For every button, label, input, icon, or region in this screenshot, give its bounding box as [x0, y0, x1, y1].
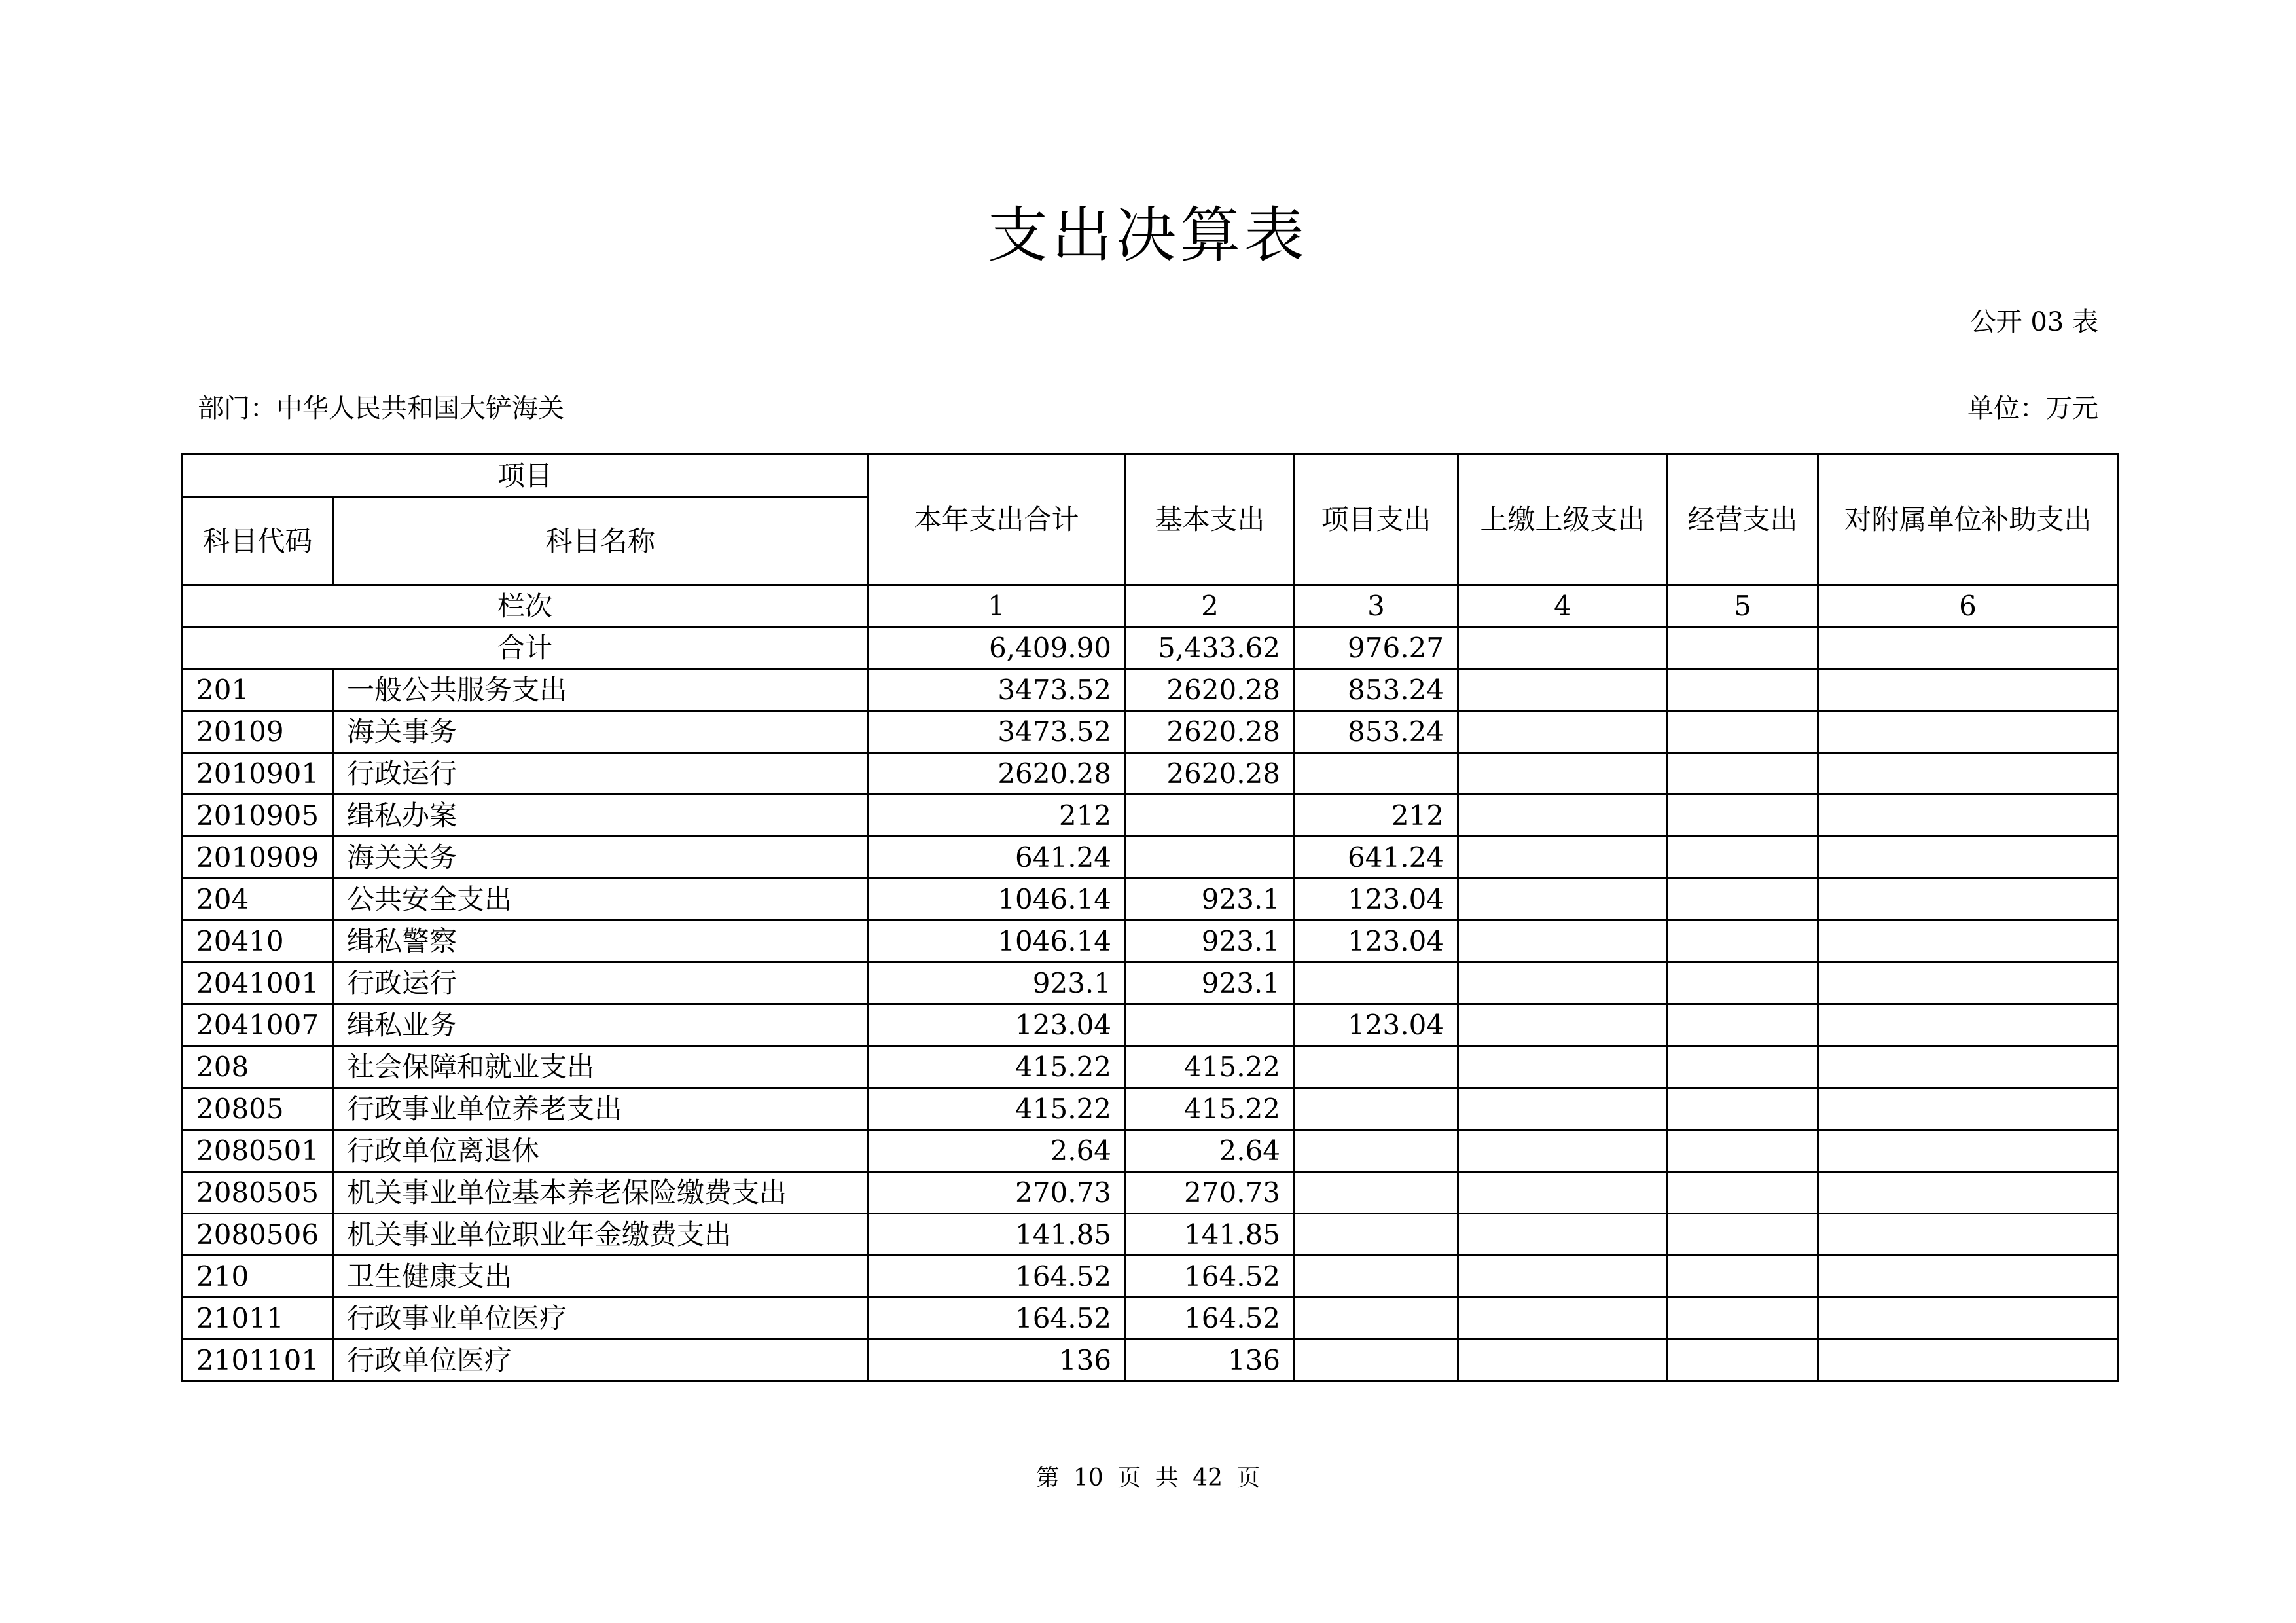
project-expenditure-cell	[1295, 1172, 1458, 1214]
column-number-2: 2	[1126, 585, 1295, 627]
upper-level-payment-cell	[1458, 1256, 1668, 1298]
basic-expenditure-cell	[1126, 1004, 1295, 1046]
upper-level-payment-cell	[1458, 795, 1668, 837]
basic-expenditure-cell: 2620.28	[1126, 669, 1295, 711]
upper-level-payment-cell	[1458, 962, 1668, 1004]
business-expenditure-cell	[1668, 1172, 1818, 1214]
subject-name-cell: 机关事业单位基本养老保险缴费支出	[333, 1172, 868, 1214]
subsidiary-subsidy-cell	[1818, 1004, 2118, 1046]
column-number-3: 3	[1295, 585, 1458, 627]
business-expenditure-cell	[1668, 753, 1818, 795]
table-row	[183, 669, 2118, 711]
totals-business	[1668, 627, 1818, 669]
business-expenditure-cell	[1668, 1256, 1818, 1298]
business-expenditure-cell	[1668, 669, 1818, 711]
business-expenditure-cell	[1668, 962, 1818, 1004]
subject-name-cell: 海关关务	[333, 837, 868, 879]
upper-level-payment-cell	[1458, 879, 1668, 921]
project-expenditure-cell: 123.04	[1295, 1004, 1458, 1046]
table-row	[183, 1172, 2118, 1214]
total-expenditure-cell: 136	[868, 1340, 1126, 1381]
subject-name-cell: 卫生健康支出	[333, 1256, 868, 1298]
subsidiary-subsidy-cell	[1818, 1088, 2118, 1130]
header-name: 科目名称	[333, 497, 868, 585]
header-total: 本年支出合计	[868, 454, 1126, 585]
table-row	[183, 1298, 2118, 1340]
total-expenditure-cell: 164.52	[868, 1256, 1126, 1298]
upper-level-payment-cell	[1458, 837, 1668, 879]
basic-expenditure-cell: 923.1	[1126, 879, 1295, 921]
subject-code-cell: 2010905	[183, 795, 333, 837]
business-expenditure-cell	[1668, 1340, 1818, 1381]
table-row	[183, 753, 2118, 795]
page-number: 第 10 页 共 42 页	[1035, 1465, 1261, 1491]
project-expenditure-cell: 212	[1295, 795, 1458, 837]
subsidiary-subsidy-cell	[1818, 753, 2118, 795]
business-expenditure-cell	[1668, 921, 1818, 962]
business-expenditure-cell	[1668, 1214, 1818, 1256]
subject-code-cell: 20410	[183, 921, 333, 962]
upper-level-payment-cell	[1458, 921, 1668, 962]
header-business: 经营支出	[1668, 454, 1818, 585]
table-row	[183, 879, 2118, 921]
upper-level-payment-cell	[1458, 711, 1668, 753]
project-expenditure-cell	[1295, 1088, 1458, 1130]
business-expenditure-cell	[1668, 837, 1818, 879]
unit-label: 单位：万元	[1967, 393, 2098, 424]
upper-level-payment-cell	[1458, 1004, 1668, 1046]
subsidiary-subsidy-cell	[1818, 921, 2118, 962]
page-title: 支出决算表	[987, 200, 1308, 270]
subject-code-cell: 2041007	[183, 1004, 333, 1046]
table-row	[183, 1256, 2118, 1298]
basic-expenditure-cell: 2.64	[1126, 1130, 1295, 1172]
table-row	[183, 795, 2118, 837]
project-expenditure-cell	[1295, 1130, 1458, 1172]
total-expenditure-cell: 123.04	[868, 1004, 1126, 1046]
subsidiary-subsidy-cell	[1818, 711, 2118, 753]
subsidiary-subsidy-cell	[1818, 1340, 2118, 1381]
business-expenditure-cell	[1668, 711, 1818, 753]
table-row	[183, 837, 2118, 879]
business-expenditure-cell	[1668, 1088, 1818, 1130]
subject-name-cell: 社会保障和就业支出	[333, 1046, 868, 1088]
subject-code-cell: 20805	[183, 1088, 333, 1130]
upper-level-payment-cell	[1458, 1046, 1668, 1088]
business-expenditure-cell	[1668, 1004, 1818, 1046]
subsidiary-subsidy-cell	[1818, 1214, 2118, 1256]
basic-expenditure-cell: 415.22	[1126, 1046, 1295, 1088]
totals-total: 6,409.90	[868, 627, 1126, 669]
subject-code-cell: 2101101	[183, 1340, 333, 1381]
totals-project: 976.27	[1295, 627, 1458, 669]
subject-name-cell: 行政运行	[333, 753, 868, 795]
project-expenditure-cell	[1295, 1340, 1458, 1381]
subject-code-cell: 2080506	[183, 1214, 333, 1256]
project-expenditure-cell	[1295, 1046, 1458, 1088]
total-expenditure-cell: 415.22	[868, 1046, 1126, 1088]
table-row	[183, 962, 2118, 1004]
header-project: 项目支出	[1295, 454, 1458, 585]
basic-expenditure-cell: 415.22	[1126, 1088, 1295, 1130]
basic-expenditure-cell: 136	[1126, 1340, 1295, 1381]
total-expenditure-cell: 212	[868, 795, 1126, 837]
basic-expenditure-cell: 164.52	[1126, 1298, 1295, 1340]
subject-name-cell: 机关事业单位职业年金缴费支出	[333, 1214, 868, 1256]
subsidiary-subsidy-cell	[1818, 669, 2118, 711]
table-row	[183, 1340, 2118, 1381]
subsidiary-subsidy-cell	[1818, 962, 2118, 1004]
subsidiary-subsidy-cell	[1818, 795, 2118, 837]
total-expenditure-cell: 2620.28	[868, 753, 1126, 795]
table-row	[183, 1130, 2118, 1172]
basic-expenditure-cell: 2620.28	[1126, 711, 1295, 753]
subject-code-cell: 208	[183, 1046, 333, 1088]
subject-code-cell: 2080505	[183, 1172, 333, 1214]
basic-expenditure-cell: 923.1	[1126, 962, 1295, 1004]
expenditure-table	[181, 453, 2119, 1382]
column-number-4: 4	[1458, 585, 1668, 627]
basic-expenditure-cell: 141.85	[1126, 1214, 1295, 1256]
subject-code-cell: 20109	[183, 711, 333, 753]
upper-level-payment-cell	[1458, 1088, 1668, 1130]
basic-expenditure-cell: 270.73	[1126, 1172, 1295, 1214]
header-item: 项目	[183, 454, 868, 497]
subject-code-cell: 21011	[183, 1298, 333, 1340]
project-expenditure-cell: 853.24	[1295, 669, 1458, 711]
upper-level-payment-cell	[1458, 669, 1668, 711]
project-expenditure-cell: 123.04	[1295, 879, 1458, 921]
project-expenditure-cell	[1295, 962, 1458, 1004]
total-expenditure-cell: 1046.14	[868, 879, 1126, 921]
subject-name-cell: 缉私办案	[333, 795, 868, 837]
upper-level-payment-cell	[1458, 1214, 1668, 1256]
subsidiary-subsidy-cell	[1818, 1046, 2118, 1088]
business-expenditure-cell	[1668, 1298, 1818, 1340]
project-expenditure-cell: 853.24	[1295, 711, 1458, 753]
business-expenditure-cell	[1668, 1046, 1818, 1088]
header-subsidy: 对附属单位补助支出	[1818, 454, 2118, 585]
basic-expenditure-cell: 2620.28	[1126, 753, 1295, 795]
subject-code-cell: 2010901	[183, 753, 333, 795]
total-expenditure-cell: 2.64	[868, 1130, 1126, 1172]
totals-subsidy	[1818, 627, 2118, 669]
total-expenditure-cell: 270.73	[868, 1172, 1126, 1214]
total-expenditure-cell: 415.22	[868, 1088, 1126, 1130]
total-expenditure-cell: 1046.14	[868, 921, 1126, 962]
totals-basic: 5,433.62	[1126, 627, 1295, 669]
subject-code-cell: 2010909	[183, 837, 333, 879]
column-number-row	[183, 585, 2118, 627]
subsidiary-subsidy-cell	[1818, 1298, 2118, 1340]
business-expenditure-cell	[1668, 1130, 1818, 1172]
subject-code-cell: 210	[183, 1256, 333, 1298]
column-number-5: 5	[1668, 585, 1818, 627]
project-expenditure-cell	[1295, 1214, 1458, 1256]
total-expenditure-cell: 164.52	[868, 1298, 1126, 1340]
subsidiary-subsidy-cell	[1818, 879, 2118, 921]
subject-code-cell: 2041001	[183, 962, 333, 1004]
table-row	[183, 1088, 2118, 1130]
table-row	[183, 711, 2118, 753]
column-number-label: 栏次	[183, 585, 868, 627]
upper-level-payment-cell	[1458, 1172, 1668, 1214]
project-expenditure-cell: 123.04	[1295, 921, 1458, 962]
subsidiary-subsidy-cell	[1818, 1130, 2118, 1172]
project-expenditure-cell	[1295, 1256, 1458, 1298]
department-label: 部门：中华人民共和国大铲海关	[198, 393, 564, 424]
subject-name-cell: 缉私业务	[333, 1004, 868, 1046]
total-expenditure-cell: 641.24	[868, 837, 1126, 879]
totals-row	[183, 627, 2118, 669]
subject-name-cell: 行政单位医疗	[333, 1340, 868, 1381]
subject-name-cell: 行政事业单位医疗	[333, 1298, 868, 1340]
upper-level-payment-cell	[1458, 1130, 1668, 1172]
subsidiary-subsidy-cell	[1818, 1256, 2118, 1298]
basic-expenditure-cell	[1126, 795, 1295, 837]
header-code: 科目代码	[183, 497, 333, 585]
subsidiary-subsidy-cell	[1818, 837, 2118, 879]
project-expenditure-cell	[1295, 1298, 1458, 1340]
subject-name-cell: 海关事务	[333, 711, 868, 753]
header-upper: 上缴上级支出	[1458, 454, 1668, 585]
total-expenditure-cell: 141.85	[868, 1214, 1126, 1256]
subject-code-cell: 2080501	[183, 1130, 333, 1172]
form-code: 公开 03 表	[1969, 307, 2098, 337]
upper-level-payment-cell	[1458, 1298, 1668, 1340]
subject-name-cell: 行政事业单位养老支出	[333, 1088, 868, 1130]
project-expenditure-cell	[1295, 753, 1458, 795]
upper-level-payment-cell	[1458, 1340, 1668, 1381]
project-expenditure-cell: 641.24	[1295, 837, 1458, 879]
subject-name-cell: 公共安全支出	[333, 879, 868, 921]
column-number-1: 1	[868, 585, 1126, 627]
subject-code-cell: 201	[183, 669, 333, 711]
total-expenditure-cell: 3473.52	[868, 669, 1126, 711]
subsidiary-subsidy-cell	[1818, 1172, 2118, 1214]
column-number-6: 6	[1818, 585, 2118, 627]
total-expenditure-cell: 923.1	[868, 962, 1126, 1004]
header-basic: 基本支出	[1126, 454, 1295, 585]
totals-label: 合计	[183, 627, 868, 669]
table-row	[183, 1004, 2118, 1046]
basic-expenditure-cell: 164.52	[1126, 1256, 1295, 1298]
subject-name-cell: 缉私警察	[333, 921, 868, 962]
totals-upper	[1458, 627, 1668, 669]
subject-name-cell: 一般公共服务支出	[333, 669, 868, 711]
business-expenditure-cell	[1668, 795, 1818, 837]
table-row	[183, 1214, 2118, 1256]
upper-level-payment-cell	[1458, 753, 1668, 795]
business-expenditure-cell	[1668, 879, 1818, 921]
subject-name-cell: 行政单位离退休	[333, 1130, 868, 1172]
basic-expenditure-cell	[1126, 837, 1295, 879]
table-row	[183, 921, 2118, 962]
subject-code-cell: 204	[183, 879, 333, 921]
total-expenditure-cell: 3473.52	[868, 711, 1126, 753]
subject-name-cell: 行政运行	[333, 962, 868, 1004]
basic-expenditure-cell: 923.1	[1126, 921, 1295, 962]
table-row	[183, 1046, 2118, 1088]
